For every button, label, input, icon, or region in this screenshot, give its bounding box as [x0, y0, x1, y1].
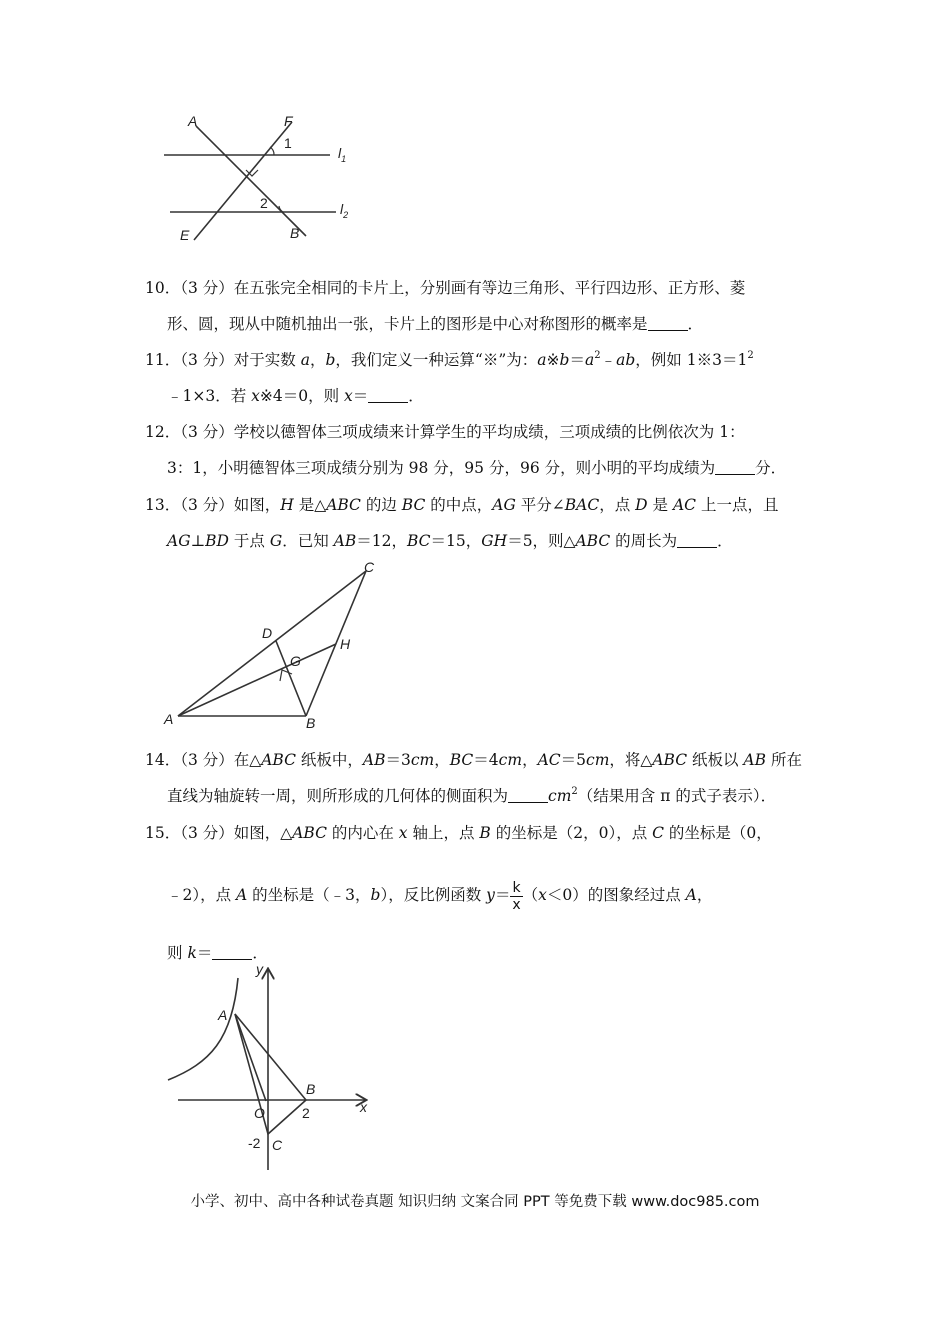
label-l1: $l_1$: [338, 145, 347, 164]
label-G: G: [290, 653, 301, 669]
segment-BC: [306, 571, 366, 716]
segment-A-O: [235, 1014, 266, 1101]
page-footer: 小学、初中、高中各种试卷真题 知识归纳 文案合同 PPT 等免费下载 www.doc985.com: [190, 1194, 760, 1210]
hyperbola-curve: [168, 978, 238, 1080]
label-A: A: [218, 1007, 228, 1023]
label-C: C: [364, 559, 375, 575]
label-neg2: -2: [248, 1135, 261, 1151]
label-B: B: [306, 1081, 316, 1097]
answer-blank[interactable]: [677, 532, 717, 549]
label-A: A: [188, 113, 198, 129]
answer-blank[interactable]: [648, 315, 688, 332]
label-angle-1: 1: [284, 135, 292, 151]
answer-blank[interactable]: [368, 387, 408, 404]
label-H: H: [340, 636, 351, 652]
segment-AC: [178, 571, 366, 716]
question-13: 13．（3 分）如图，H 是△ABC 的边 BC 的中点，AG 平分∠BAC，点 D 是 AC 上一点，且 AG⊥BD 于点 G．已知 AB＝12，BC＝15，GH＝5，则△ABC 的周长为 ．: [145, 496, 779, 550]
answer-blank[interactable]: [715, 459, 755, 476]
label-B: B: [306, 715, 316, 731]
label-B: B: [290, 225, 300, 241]
question-10: 10．（3 分）在五张完全相同的卡片上，分别画有等边三角形、平行四边形、正方形、菱 形、圆，现从中随机抽出一张，卡片上的图形是中心对称图形的概率是 ．: [145, 279, 746, 333]
figure-coordinate-graph: [160, 958, 380, 1173]
question-15: 15．（3 分）如图，△ABC 的内心在 x 轴上，点 B 的坐标是（2，0），点 C 的坐标是（0， ﹣2），点 A 的坐标是（﹣3，b），反比例函数 y＝ $\frac{k}{x}$ （x＜0）的图象经过点 A， 则 k＝ ．: [145, 824, 772, 962]
label-C: C: [272, 1137, 283, 1153]
question-12: 12．（3 分）学校以德智体三项成绩来计算学生的平均成绩，三项成绩的比例依次为 1： 3：1，小明德智体三项成绩分别为 98 分，95 分，96 分，则小明的平均成绩为 分．: [145, 423, 787, 477]
label-O: O: [254, 1105, 265, 1121]
label-y: y: [256, 961, 263, 977]
figure-parallel-lines: [150, 110, 370, 245]
label-E: E: [180, 227, 190, 243]
answer-blank[interactable]: [508, 787, 548, 804]
label-F: F: [284, 113, 293, 129]
question-11: 11．（3 分）对于实数 a，b，我们定义一种运算“※”为：$a※b=a^2﹣ab$，例如 $1※3=1^2$ ﹣1×3．若 x※4＝0，则 x＝ ．: [145, 350, 754, 405]
label-x: x: [360, 1099, 367, 1115]
question-14: 14．（3 分）在△ABC 纸板中，AB＝3cm，BC＝4cm，AC＝5cm，将△ABC 纸板以 AB 所在 直线为轴旋转一周，则所形成的几何体的侧面积为 $cm^2$（结果用含 π 的式子表示）．: [145, 751, 802, 805]
triangle-ABC: [235, 1014, 306, 1134]
label-angle-2: 2: [260, 195, 268, 211]
label-A: A: [164, 711, 174, 727]
figure-triangle-abc: [158, 558, 390, 733]
label-l2: $l_2$: [340, 201, 349, 220]
label-D: D: [262, 625, 273, 641]
label-2: 2: [302, 1105, 310, 1121]
angle-2-arc: [279, 206, 283, 212]
fraction-k-over-x: $\frac{k}{x}$: [512, 879, 521, 913]
